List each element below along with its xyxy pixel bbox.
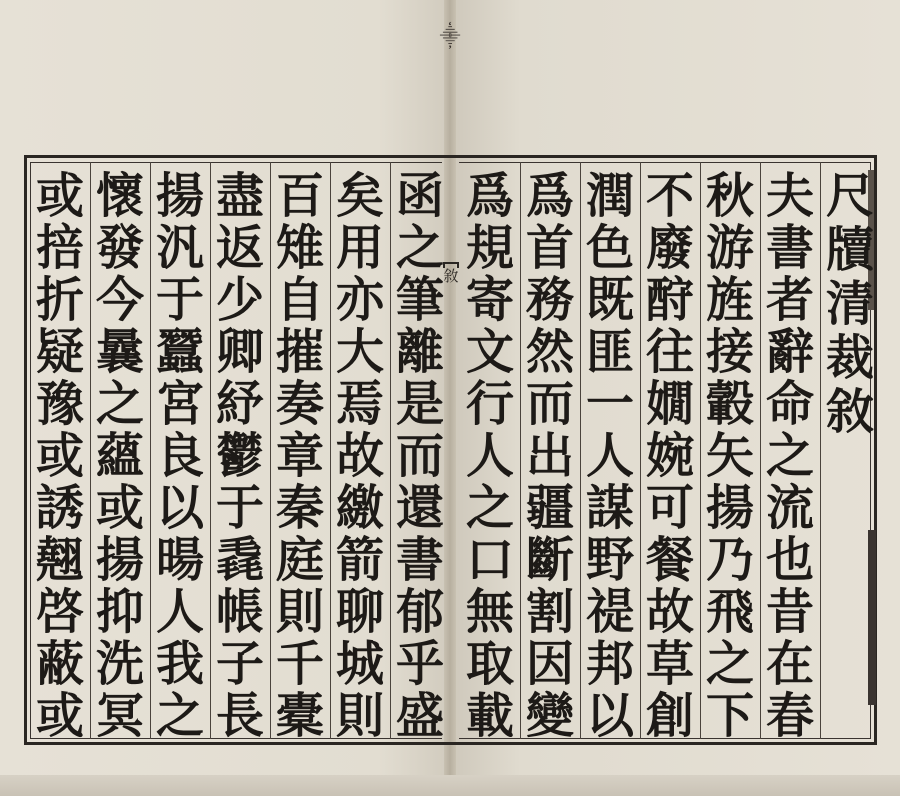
text-character: 可 — [645, 480, 694, 536]
text-character: 飛 — [705, 584, 754, 640]
text-character: 斷 — [525, 532, 574, 588]
text-character: 色 — [585, 220, 634, 276]
text-character: 之 — [395, 220, 444, 276]
text-character: 自 — [275, 272, 324, 328]
text-character: 或 — [35, 688, 84, 744]
text-character: 旌 — [705, 272, 754, 328]
text-column — [331, 166, 389, 744]
text-character: 下 — [705, 688, 754, 744]
text-character: 是 — [395, 376, 444, 432]
text-character: 矣 — [335, 168, 384, 224]
text-character: 游 — [705, 220, 754, 276]
text-character: 離 — [395, 324, 444, 380]
text-character: 于 — [215, 480, 264, 536]
text-character: 鬱 — [215, 428, 264, 484]
text-character: 文 — [465, 324, 514, 380]
text-character: 轂 — [705, 376, 754, 432]
text-character: 奏 — [275, 376, 324, 432]
top-fold-mark: ⸎ — [439, 24, 461, 48]
text-character: 創 — [645, 688, 694, 744]
text-character: 蘊 — [95, 428, 144, 484]
text-character: 牘 — [825, 222, 874, 278]
text-character: 疑 — [35, 324, 84, 380]
text-column-title — [821, 166, 879, 736]
text-character: 往 — [645, 324, 694, 380]
text-column — [271, 166, 329, 744]
text-character: 冥 — [95, 688, 144, 744]
text-character: 敘 — [825, 384, 874, 440]
text-character: 紓 — [215, 376, 264, 432]
text-character: 昔 — [765, 584, 814, 640]
text-character: 而 — [395, 428, 444, 484]
text-character: 我 — [155, 636, 204, 692]
text-character: 而 — [525, 376, 574, 432]
text-character: 疆 — [525, 480, 574, 536]
text-column — [31, 166, 89, 744]
text-character: 矢 — [705, 428, 754, 484]
text-character: 嫺 — [645, 376, 694, 432]
text-character: 行 — [465, 376, 514, 432]
text-character: 誘 — [35, 480, 84, 536]
text-character: 取 — [465, 636, 514, 692]
text-character: 既 — [585, 272, 634, 328]
text-character: 掊 — [35, 220, 84, 276]
text-character: 函 — [395, 168, 444, 224]
text-character: 出 — [525, 428, 574, 484]
text-character: 秋 — [705, 168, 754, 224]
text-character: 因 — [525, 636, 574, 692]
text-character: 筆 — [395, 272, 444, 328]
text-character: 規 — [465, 220, 514, 276]
text-character: 秦 — [275, 480, 324, 536]
text-character: 或 — [95, 480, 144, 536]
text-character: 洗 — [95, 636, 144, 692]
text-character: 變 — [525, 688, 574, 744]
text-character: 書 — [765, 220, 814, 276]
text-character: 繳 — [335, 480, 384, 536]
text-character: 啓 — [35, 584, 84, 640]
text-character: 書 — [395, 532, 444, 588]
text-character: 則 — [335, 688, 384, 744]
text-character: 子 — [215, 636, 264, 692]
text-character: 暘 — [155, 532, 204, 588]
text-character: 汎 — [155, 220, 204, 276]
text-character: 然 — [525, 324, 574, 380]
text-column — [581, 166, 639, 744]
text-character: 之 — [95, 376, 144, 432]
text-character: 爲 — [465, 168, 514, 224]
text-character: 蠶 — [155, 324, 204, 380]
text-character: 庭 — [275, 532, 324, 588]
text-character: 百 — [275, 168, 324, 224]
text-character: 聊 — [335, 584, 384, 640]
text-character: 首 — [525, 220, 574, 276]
text-character: 割 — [525, 584, 574, 640]
text-character: 返 — [215, 220, 264, 276]
text-character: 千 — [275, 636, 324, 692]
text-character: 辭 — [765, 324, 814, 380]
text-character: 用 — [335, 220, 384, 276]
text-character: 郁 — [395, 584, 444, 640]
text-character: 發 — [95, 220, 144, 276]
text-character: 夫 — [765, 168, 814, 224]
text-character: 野 — [585, 532, 634, 588]
text-character: 揚 — [155, 168, 204, 224]
text-character: 口 — [465, 532, 514, 588]
text-character: 人 — [155, 584, 204, 640]
text-character: 酧 — [645, 272, 694, 328]
text-character: 廢 — [645, 220, 694, 276]
text-character: 之 — [155, 688, 204, 744]
text-column — [521, 166, 579, 744]
text-column — [91, 166, 149, 744]
text-character: 婉 — [645, 428, 694, 484]
text-character: 邦 — [585, 636, 634, 692]
text-character: 揚 — [705, 480, 754, 536]
text-character: 裁 — [825, 330, 874, 386]
text-character: 春 — [765, 688, 814, 744]
text-character: 曩 — [95, 324, 144, 380]
text-character: 翹 — [35, 532, 84, 588]
text-column — [461, 166, 519, 744]
text-character: 長 — [215, 688, 264, 744]
text-character: 懷 — [95, 168, 144, 224]
text-character: 務 — [525, 272, 574, 328]
text-character: 在 — [765, 636, 814, 692]
text-character: 宮 — [155, 376, 204, 432]
text-character: 折 — [35, 272, 84, 328]
text-character: 接 — [705, 324, 754, 380]
text-character: 潤 — [585, 168, 634, 224]
text-character: 載 — [465, 688, 514, 744]
text-character: 人 — [465, 428, 514, 484]
text-character: 毳 — [215, 532, 264, 588]
text-character: 清 — [825, 276, 874, 332]
text-character: 謀 — [585, 480, 634, 536]
text-character: 抑 — [95, 584, 144, 640]
text-column — [641, 166, 699, 744]
text-character: 無 — [465, 584, 514, 640]
text-character: 帳 — [215, 584, 264, 640]
text-character: 則 — [275, 584, 324, 640]
text-character: 寄 — [465, 272, 514, 328]
text-character: 今 — [95, 272, 144, 328]
text-character: 以 — [155, 480, 204, 536]
text-character: 乃 — [705, 532, 754, 588]
text-character: 流 — [765, 480, 814, 536]
text-column — [151, 166, 209, 744]
text-character: 餐 — [645, 532, 694, 588]
text-column — [211, 166, 269, 744]
text-character: 雉 — [275, 220, 324, 276]
text-character: 故 — [645, 584, 694, 640]
text-character: 或 — [35, 428, 84, 484]
text-character: 匪 — [585, 324, 634, 380]
text-character: 蔽 — [35, 636, 84, 692]
text-character: 禔 — [585, 584, 634, 640]
text-character: 故 — [335, 428, 384, 484]
text-character: 橐 — [275, 688, 324, 744]
text-character: 尺 — [825, 168, 874, 224]
text-character: 命 — [765, 376, 814, 432]
text-character: 揚 — [95, 532, 144, 588]
text-character: 城 — [335, 636, 384, 692]
text-character: 以 — [585, 688, 634, 744]
text-character: 章 — [275, 428, 324, 484]
text-character: 良 — [155, 428, 204, 484]
text-character: 大 — [335, 324, 384, 380]
text-character: 卿 — [215, 324, 264, 380]
text-column — [761, 166, 819, 744]
text-character: 也 — [765, 532, 814, 588]
text-character: 人 — [585, 428, 634, 484]
text-character: 還 — [395, 480, 444, 536]
text-character: 爲 — [525, 168, 574, 224]
text-character: 于 — [155, 272, 204, 328]
text-character: 盛 — [395, 688, 444, 744]
text-column — [391, 166, 449, 744]
fold-label: 敘 — [443, 267, 459, 285]
text-character: 盡 — [215, 168, 264, 224]
text-character: 少 — [215, 272, 264, 328]
text-character: 一 — [585, 376, 634, 432]
text-character: 摧 — [275, 324, 324, 380]
text-character: 亦 — [335, 272, 384, 328]
text-character: 箭 — [335, 532, 384, 588]
text-character: 或 — [35, 168, 84, 224]
text-column — [701, 166, 759, 744]
text-character: 之 — [765, 428, 814, 484]
text-character: 焉 — [335, 376, 384, 432]
text-character: 不 — [645, 168, 694, 224]
text-character: 者 — [765, 272, 814, 328]
text-character: 之 — [705, 636, 754, 692]
text-character: 草 — [645, 636, 694, 692]
page-bottom-edge — [0, 775, 900, 796]
text-character: 豫 — [35, 376, 84, 432]
text-character: 之 — [465, 480, 514, 536]
text-character: 乎 — [395, 636, 444, 692]
